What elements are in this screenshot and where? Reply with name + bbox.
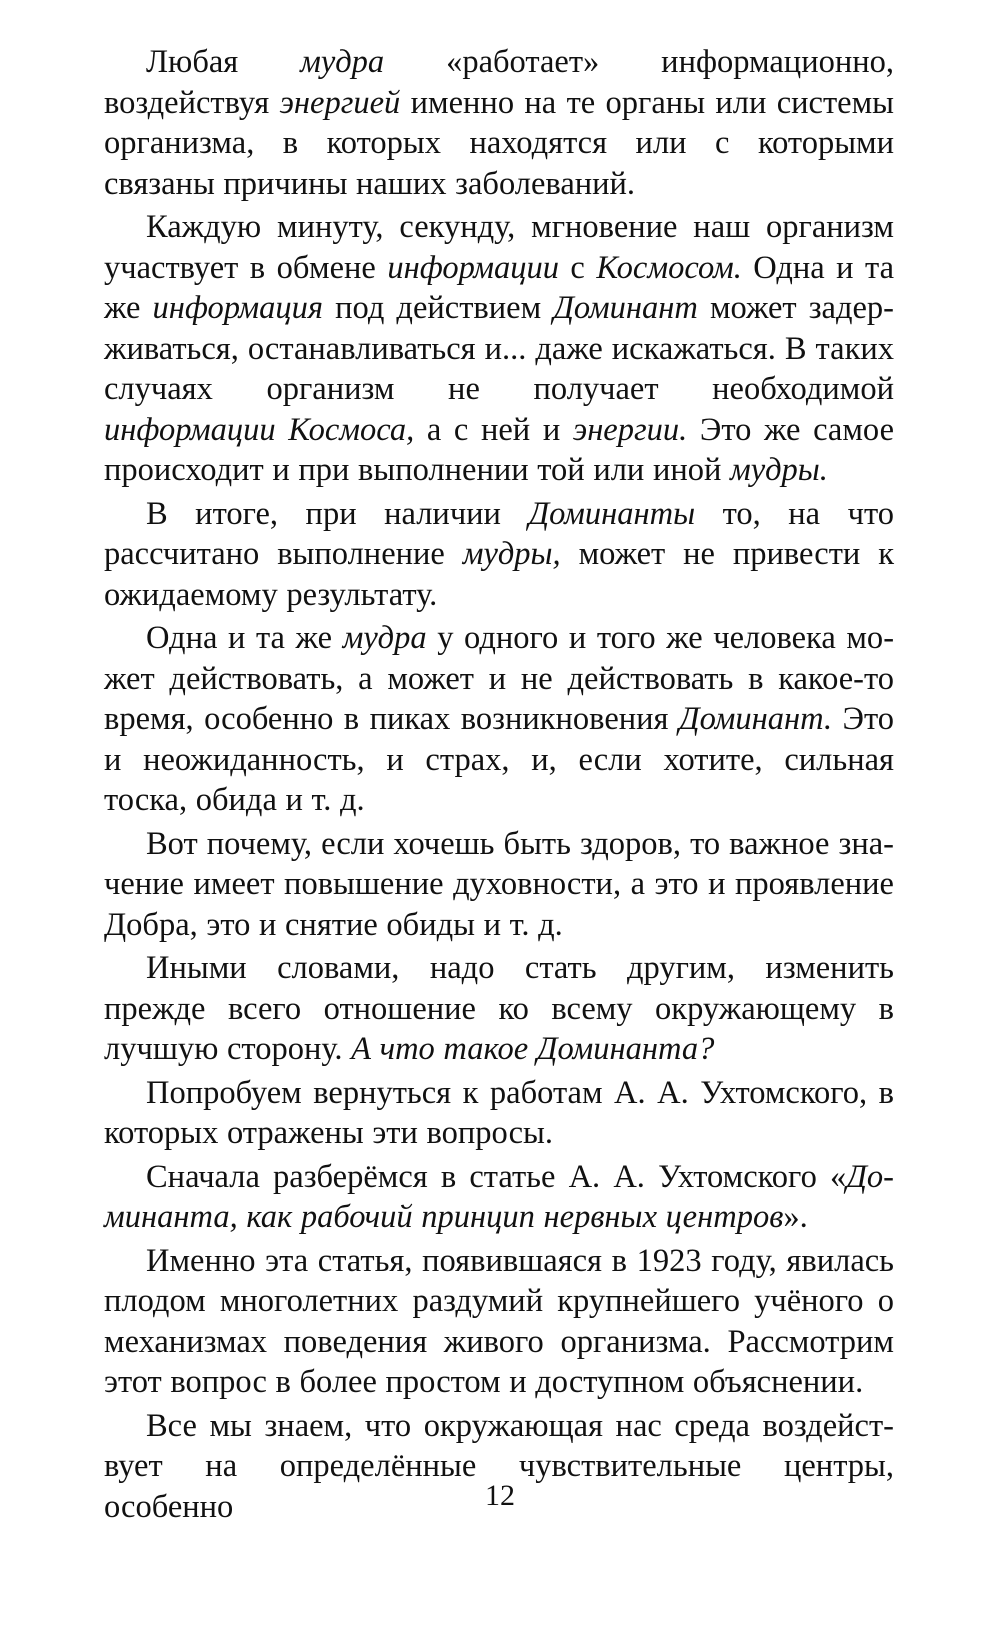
paragraph bbox=[104, 207, 894, 491]
italic-text: мудра bbox=[300, 44, 385, 80]
italic-text: энергии. bbox=[572, 411, 688, 448]
text-run: Все мы знаем, что окружающая нас среда воздействует на определённые чувствительные центры, особенно bbox=[104, 1407, 894, 1525]
italic-text: энергией bbox=[279, 84, 401, 121]
text-run: ». bbox=[783, 1199, 808, 1235]
text-run: В итоге, при наличии bbox=[146, 495, 529, 532]
italic-text: А что такое Доминанта? bbox=[351, 1031, 715, 1067]
paragraph bbox=[104, 824, 894, 946]
italic-text: Доминант. bbox=[678, 701, 833, 737]
paragraph bbox=[104, 494, 894, 616]
italic-text: мудры, bbox=[462, 536, 561, 572]
text-run: Сначала разберёмся в статье А. А. Ухтомского « bbox=[146, 1158, 847, 1195]
text-run: Одна и та же bbox=[146, 620, 343, 656]
paragraph bbox=[104, 1241, 894, 1403]
italic-text: Доминанты bbox=[528, 495, 696, 532]
text-run: Каждую минуту, секунду, мгновение наш организм участвует в обмене bbox=[104, 209, 894, 286]
paragraph bbox=[104, 1157, 894, 1238]
text-run: Иными словами, надо стать другим, изменить прежде всего отношение ко всему окружающему в лучшую сторону. bbox=[104, 950, 894, 1067]
text-run: Одна и та же bbox=[104, 249, 894, 326]
page-number: 12 bbox=[485, 1479, 515, 1512]
text-run: Попробуем вернуться к работам А. А. Ухтомского, в которых отражены эти вопросы. bbox=[104, 1074, 894, 1151]
text-run: может задерживаться, останавливаться и... даже искажаться. В таких случаях организм не получает необходимой bbox=[104, 290, 894, 407]
text-run: «работает» информационно, воздействуя bbox=[104, 44, 894, 121]
text-run: Это и неожиданность, и страх, и, если хотите, сильная тоска, обида и т. д. bbox=[104, 701, 894, 818]
italic-text: Космосом. bbox=[596, 249, 742, 286]
italic-text: мудра bbox=[342, 620, 427, 656]
text-run: именно на те органы или системы организма, в которых находятся или с которыми связаны причины наших заболеваний. bbox=[104, 84, 894, 202]
italic-text: информации bbox=[387, 249, 559, 286]
text-run: с bbox=[558, 249, 597, 286]
text-run: под действием bbox=[323, 290, 554, 326]
text-run: Именно эта статья, появившаяся в 1923 году, явилась плодом многолетних раздумий крупнейшего учёного о механизмах поведения живого организма. Рассмотрим этот вопрос в более простом и доступном объяснении. bbox=[104, 1242, 894, 1400]
text-run: Вот почему, если хочешь быть здоров, то важное значение имеет повышение духовности, а это и проявление Добра, это и снятие обиды и т. д. bbox=[104, 825, 894, 943]
italic-text: мудры. bbox=[730, 452, 828, 488]
paragraph bbox=[104, 618, 894, 821]
paragraph bbox=[104, 1073, 894, 1154]
text-run: Любая bbox=[146, 44, 301, 80]
text-run: а с ней и bbox=[414, 411, 573, 448]
italic-text: Доминанта, как рабочий принцип нервных центров bbox=[104, 1158, 894, 1235]
text-run: Это же самое происходит и при выполнении той или иной bbox=[104, 411, 894, 488]
italic-text: информации Космоса, bbox=[104, 411, 415, 448]
paragraph bbox=[104, 42, 894, 204]
italic-text: Доминант bbox=[553, 290, 698, 326]
text-run: то, на что рассчитано выполнение bbox=[104, 495, 894, 572]
text-run: может не привести к ожидаемому результату. bbox=[104, 536, 895, 613]
page-body bbox=[104, 42, 894, 1530]
paragraph bbox=[104, 948, 894, 1070]
text-run: у одного и того же человека может действовать, а может и не действовать в какое-то время, особенно в пиках возникновения bbox=[104, 620, 895, 737]
italic-text: информация bbox=[152, 290, 324, 326]
